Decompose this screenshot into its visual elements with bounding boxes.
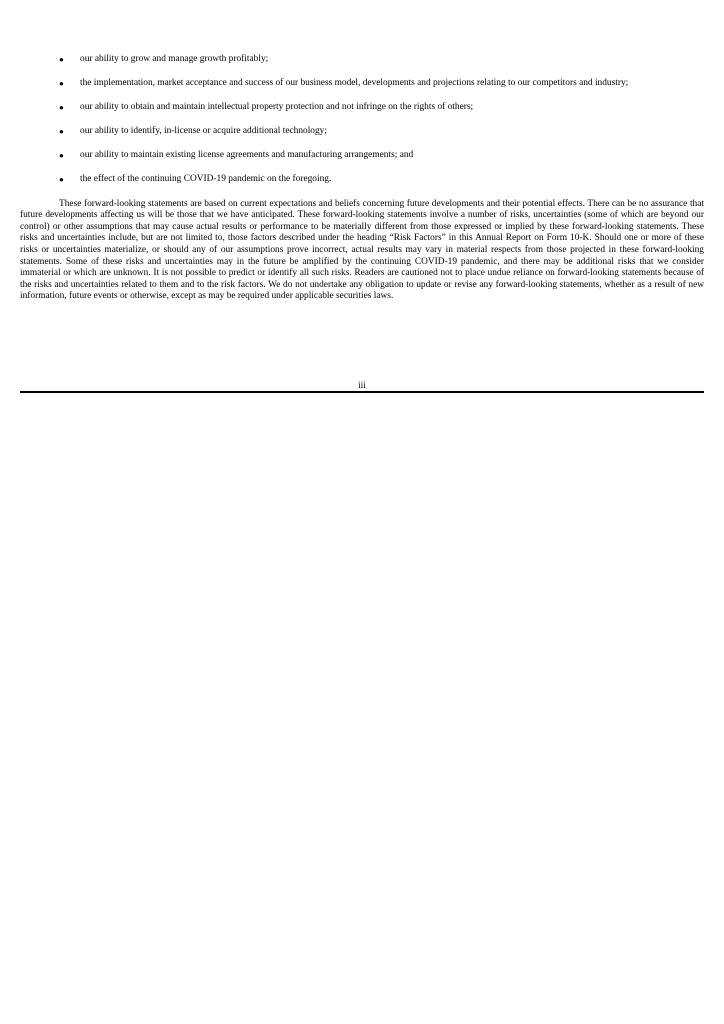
forward-looking-statements-paragraph: These forward-looking statements are based on current expectations and beliefs concerning future developments and their potential effects. There can be no assurance that future developments affecting us will be those that we have anticipated. These forward-looking statements involve a number of risks, uncertainties (some of which are beyond our control) or other assumptions that may cause actual results or performance to be materially different from those expressed or implied by these forward-looking statements. These risks and uncertainties include, but are not limited to, those factors described under the heading “Risk Factors” in this Annual Report on Form 10-K. Should one or more of these risks or uncertainties materialize, or should any of our assumptions prove incorrect, actual results may vary in material respects from those projected in these forward-looking statements. Some of these risks and uncertainties may in the future be amplified by the continuing COVID-19 pandemic, and there may be additional risks that we consider immaterial or which are unknown. It is not possible to predict or identify all such risks. Readers are cautioned not to place undue reliance on forward-looking statements because of the risks and uncertainties related to them and to the risk factors. We do not undertake any obligation to update or revise any forward-looking statements, whether as a result of new information, future events or otherwise, except as may be required under applicable securities laws.	[20, 198, 704, 302]
list-item-text: our ability to identify, in-license or acquire additional technology;	[80, 126, 327, 137]
bullet-icon: ●	[59, 151, 64, 161]
page-number: iii	[358, 381, 366, 391]
bullet-icon: ●	[59, 127, 64, 137]
bullet-icon: ●	[59, 103, 64, 113]
list-item-text: the implementation, market acceptance and success of our business model, developments and projections relating to our competitors and industry;	[80, 78, 629, 89]
list-item-text: our ability to obtain and maintain intellectual property protection and not infringe on the rights of others;	[80, 102, 474, 113]
bullet-icon: ●	[59, 55, 64, 64]
list-item	[20, 150, 704, 162]
bullet-icon: ●	[59, 175, 64, 185]
risk-bullet-list	[20, 54, 704, 186]
list-item	[20, 126, 704, 138]
bullet-icon: ●	[59, 79, 64, 89]
list-item	[20, 78, 704, 90]
list-item	[20, 174, 704, 186]
list-item	[20, 54, 704, 66]
document-body	[20, 54, 704, 303]
list-item-text: the effect of the continuing COVID-19 pandemic on the foregoing.	[80, 174, 332, 185]
page-divider	[20, 391, 704, 393]
list-item	[20, 102, 704, 114]
list-item-text: our ability to grow and manage growth profitably;	[80, 54, 269, 64]
list-item-text: our ability to maintain existing license agreements and manufacturing arrangements; and	[80, 150, 414, 161]
